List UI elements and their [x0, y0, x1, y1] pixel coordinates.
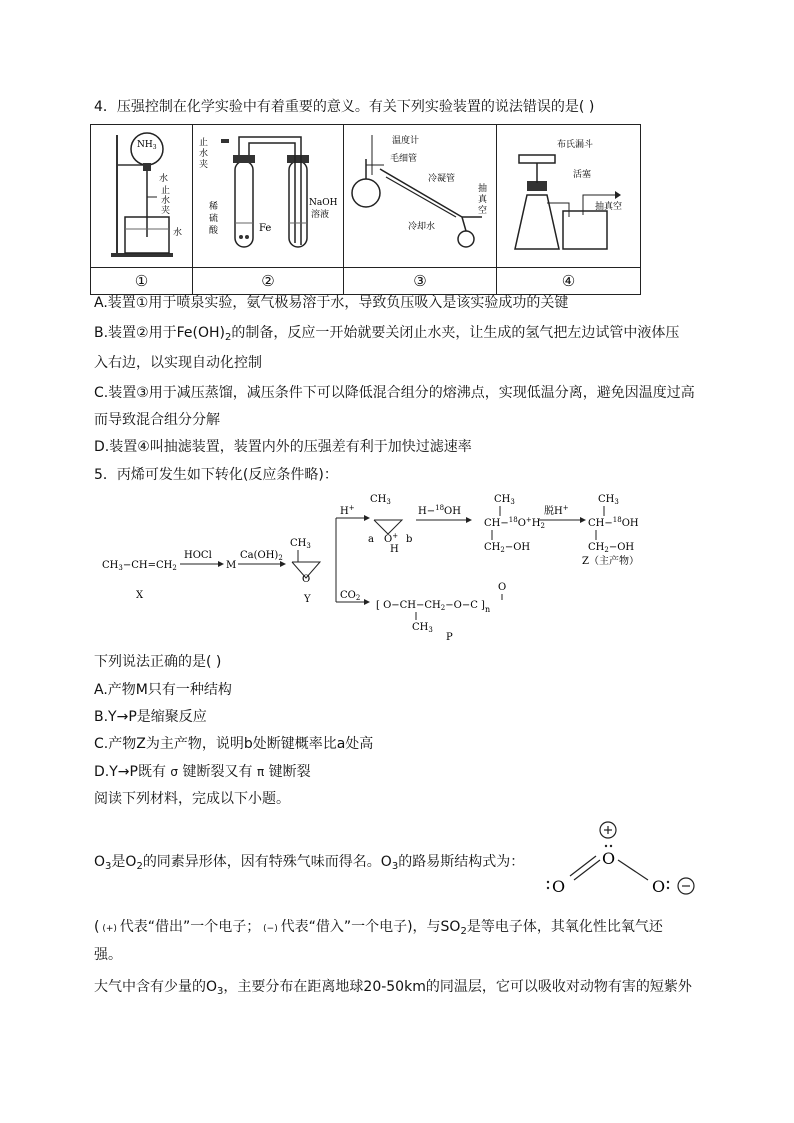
material-paragraph-2: ( (+) 代表“借出”一个电子； (−) 代表“借入”一个电子)，与$SO_2$是等电子体，其氧化性比氧气还 — [94, 919, 663, 937]
svg-text:O: O — [652, 877, 666, 896]
svg-text:抽: 抽 — [478, 184, 488, 194]
nh3-label: $NH_3$ — [137, 140, 157, 151]
ozone-lewis-structure — [540, 818, 700, 898]
q4-option-c-line2: 而导致混合组分分解 — [94, 412, 220, 428]
h18oh-reagent: H−$^{18}$OH — [418, 504, 461, 517]
hocl-reagent: HOCl — [184, 550, 212, 561]
p-label: P — [446, 632, 453, 643]
q5-option-b: B.Y→P是缩聚反应 — [94, 709, 207, 725]
svg-text:O: O — [498, 582, 507, 593]
apparatus-2-image — [193, 125, 344, 268]
fountain-apparatus-figure — [91, 125, 192, 263]
svg-text:水: 水 — [161, 196, 171, 206]
apparatus-4-image — [497, 125, 641, 268]
svg-text:夹: 夹 — [199, 160, 209, 170]
q4-option-d: D.装置④叫抽滤装置，装置内外的压强差有利于加快过滤速率 — [94, 439, 472, 455]
q4-option-a: A.装置①用于喷泉实验，氨气极易溶于水，导致负压吸入是该实验成功的关键 — [94, 295, 569, 311]
hplus-reagent: H+ — [340, 504, 355, 517]
water-label-1: 水 — [159, 174, 169, 184]
q5-stem: 5．丙烯可发生如下转化(反应条件略)： — [94, 467, 338, 483]
svg-text:CH3: $CH_3$ — [598, 494, 619, 506]
valve-label: 活塞 — [573, 170, 592, 180]
q4-option-c-line1: C.装置③用于减压蒸馏，减压条件下可以降低混合组分的熔沸点，实现低温分离，避免因温度过高 — [94, 385, 695, 401]
svg-text:CH2−OH: $CH_2-OH$ — [588, 542, 635, 554]
apparatus-1-number: ① — [91, 268, 193, 295]
q5-option-a: A.产物M只有一种结构 — [94, 682, 232, 698]
thermometer-label: 温度计 — [392, 136, 420, 146]
svg-text:空: 空 — [478, 206, 488, 216]
buchner-funnel-label: 布氏漏斗 — [557, 140, 594, 150]
q4-option-b-line1: B.装置②用于$Fe(OH)_2$的制备，反应一开始就要关闭止水夹，让生成的氢气把左边试管中液体压 — [94, 325, 680, 343]
svg-text:止: 止 — [199, 138, 209, 148]
apparatus-table — [90, 124, 641, 295]
material-paragraph-3: 大气中含有少量的$O_3$，主要分布在距离地球20-50km的同温层，它可以吸收对动物有害的短紫外 — [94, 979, 692, 997]
svg-text:水: 水 — [199, 149, 209, 159]
co2-reagent: $CO_2$ — [340, 590, 361, 602]
site-a: a — [368, 534, 374, 545]
apparatus-3-number: ③ — [344, 268, 497, 295]
p-polymer: [ $O-CH-CH_2-O-C$ ]$_n$ — [376, 600, 491, 614]
q4-option-b-line2: 入右边，以实现自动化控制 — [94, 355, 262, 371]
q5-ask: 下列说法正确的是( ) — [94, 654, 222, 670]
acid-label: 稀 — [209, 202, 219, 212]
svg-text:O: O — [302, 574, 311, 585]
svg-text:硫: 硫 — [209, 214, 219, 224]
svg-text:CH−18O+H2: $CH-^{18}O^+H_2$ — [484, 516, 545, 530]
apparatus-1-image — [91, 125, 193, 268]
ferrous-hydroxide-apparatus-figure — [193, 125, 343, 263]
y-label: Y — [304, 594, 311, 605]
svg-text:O: O — [552, 877, 566, 896]
capillary-label: 毛细管 — [390, 154, 418, 164]
apparatus-3-image — [344, 125, 497, 268]
apparatus-2-number: ② — [193, 268, 344, 295]
svg-text:酸: 酸 — [209, 226, 219, 236]
svg-text:夹: 夹 — [161, 206, 171, 216]
naoh-label: NaOH — [309, 198, 338, 208]
q5-option-d: D.Y→P既有 σ 键断裂又有 π 键断裂 — [94, 764, 311, 780]
material-paragraph-2-cont: 强。 — [94, 947, 122, 963]
q4-stem: 4．压强控制在化学实验中有着重要的意义。有关下列实验装置的说法错误的是( ) — [94, 99, 595, 115]
svg-text:CH3: $CH_3$ — [494, 494, 515, 506]
svg-text:真: 真 — [478, 195, 488, 205]
water-label-2: 水 — [173, 228, 183, 238]
fe-label: Fe — [259, 223, 272, 234]
cooling-water-label: 冷却水 — [408, 222, 436, 232]
svg-text:CH−18OH: CH−$^{18}$OH — [588, 516, 639, 529]
site-b: b — [406, 534, 413, 545]
svg-text:H: H — [390, 544, 399, 555]
vacuum-label-4: 抽真空 — [595, 202, 623, 212]
svg-text:O+: O+ — [384, 532, 399, 545]
vacuum-distillation-figure — [344, 125, 496, 263]
q5-option-c: C.产物Z为主产物，说明b处断键概率比a处高 — [94, 736, 374, 752]
suction-filtration-figure — [497, 125, 640, 263]
material-intro: 阅读下列材料，完成以下小题。 — [94, 791, 290, 807]
clamp-label-1: 止 — [161, 186, 171, 196]
svg-text:CH3: $CH_3$ — [370, 494, 391, 506]
caoh2-reagent: $Ca(OH)_2$ — [240, 550, 283, 562]
y-ch3: $CH_3$ — [290, 538, 311, 550]
svg-text:CH2−OH: $CH_2-OH$ — [484, 542, 531, 554]
svg-text:O: O — [602, 849, 616, 868]
x-label: X — [136, 590, 144, 601]
naoh-solution-label: 溶液 — [311, 210, 330, 220]
propene-reaction-scheme — [94, 490, 714, 650]
apparatus-4-number: ④ — [497, 268, 641, 295]
z-label: Z（主产物） — [582, 556, 639, 567]
condenser-label: 冷凝管 — [428, 174, 456, 184]
svg-text:CH3: $CH_3$ — [412, 622, 433, 634]
m-label: M — [226, 560, 237, 571]
deprotonation-label: 脱H+ — [544, 504, 569, 517]
x-formula: $CH_3-CH=CH_2$ — [102, 560, 177, 572]
material-paragraph-1: $O_3$是$O_2$的同素异形体，因有特殊气味而得名。$O_3$的路易斯结构式为： — [94, 854, 525, 872]
